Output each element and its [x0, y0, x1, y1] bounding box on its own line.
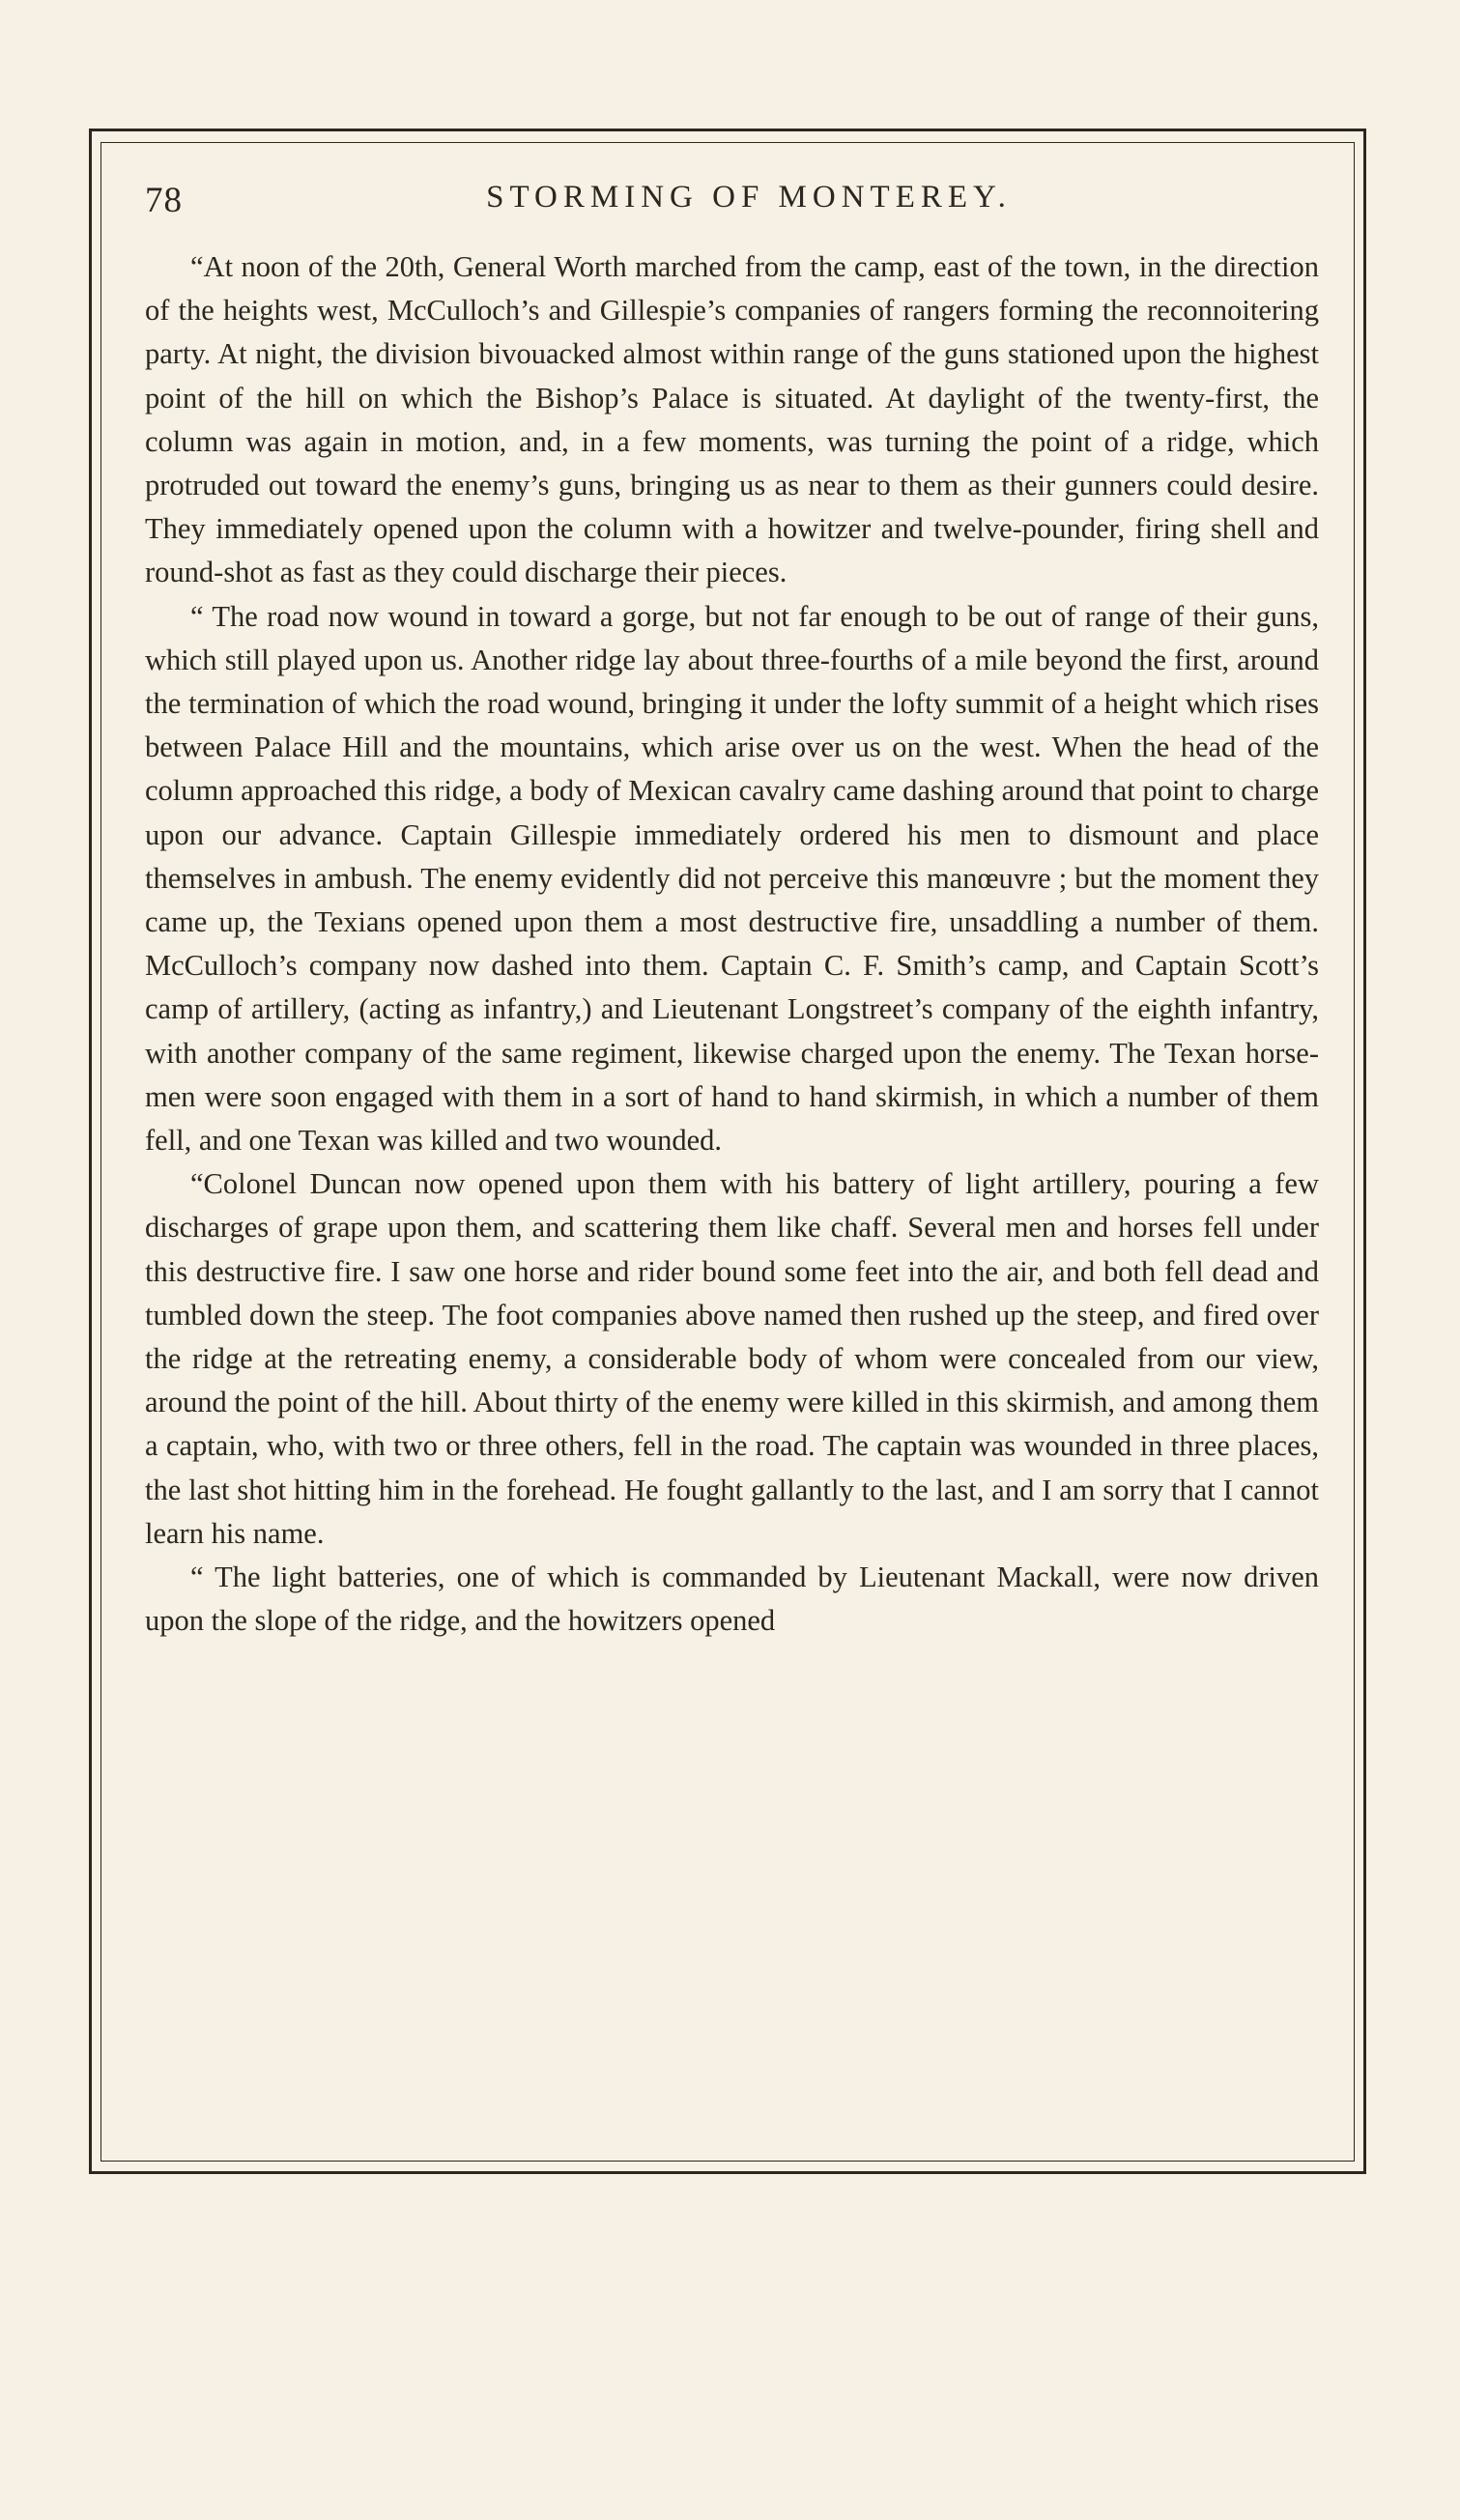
running-title: STORMING OF MONTEREY.	[486, 180, 1012, 215]
running-head	[145, 180, 1314, 238]
paragraph: “Colonel Duncan now opened upon them with his battery of light artillery, pouring a few discharges of grape upon them, and scattering them like chaff. Several men and horses fell under this destructive fire. I saw one horse and rider bound some feet into the air, and both fell dead and tumbled down the steep. The foot companies above named then rushed up the steep, and fired over the ridge at the retreating enemy, a considerable body of whom were concealed from our view, around the point of the hill. About thirty of the enemy were killed in this skirmish, and among them a captain, who, with two or three others, fell in the road. The captain was wounded in three places, the last shot hitting him in the forehead. He fought gallantly to the last, and I am sorry that I cannot learn his name.	[145, 1167, 1319, 1550]
paragraph: “ The road now wound in toward a gorge, but not far enough to be out of range of their guns, which still played upon us. Another ridge lay about three-fourths of a mile beyond the first, around the termination of which the road wound, bringing it under the lofty summit of a height which rises between Palace Hill and the mountains, which arise over us on the west. When the head of the column approached this ridge, a body of Mexican cavalry came dashing around that point to charge upon our advance. Captain Gillespie immediately ordered his men to dismount and place themselves in ambush. The enemy evidently did not perceive this manœuvre ; but the moment they came up, the Texians opened upon them a most destructive fire, unsaddling a number of them. McCulloch’s company now dashed into them. Captain C. F. Smith’s camp, and Captain Scott’s camp of artillery, (acting as infantry,) and Lieutenant Longstreet’s company of the eighth infantry, with another company of the same regiment, likewise charged upon the enemy. The Texan horsemen were soon engaged with them in a sort of hand to hand skirmish, in which a number of them fell, and one Texan was killed and two wounded.	[145, 599, 1319, 1158]
paragraph: “At noon of the 20th, General Worth marched from the camp, east of the town, in the direction of the heights west, McCulloch’s and Gillespie’s companies of rangers forming the reconnoitering party. At night, the division bivouacked almost within range of the guns stationed upon the highest point of the hill on which the Bishop’s Palace is situated. At daylight of the twenty-first, the column was again in motion, and, in a few moments, was turning the point of a ridge, which protruded out toward the enemy’s guns, bringing us as near to them as their gunners could desire. They immediately opened upon the column with a howitzer and twelve-pounder, firing shell and round-shot as fast as they could discharge their pieces.	[145, 250, 1319, 589]
page-number: 78	[145, 181, 183, 220]
body-text	[145, 245, 1319, 1644]
paragraph: “ The light batteries, one of which is commanded by Lieutenant Mackall, were now driven upon the slope of the ridge, and the howitzers opened	[145, 1561, 1319, 1638]
